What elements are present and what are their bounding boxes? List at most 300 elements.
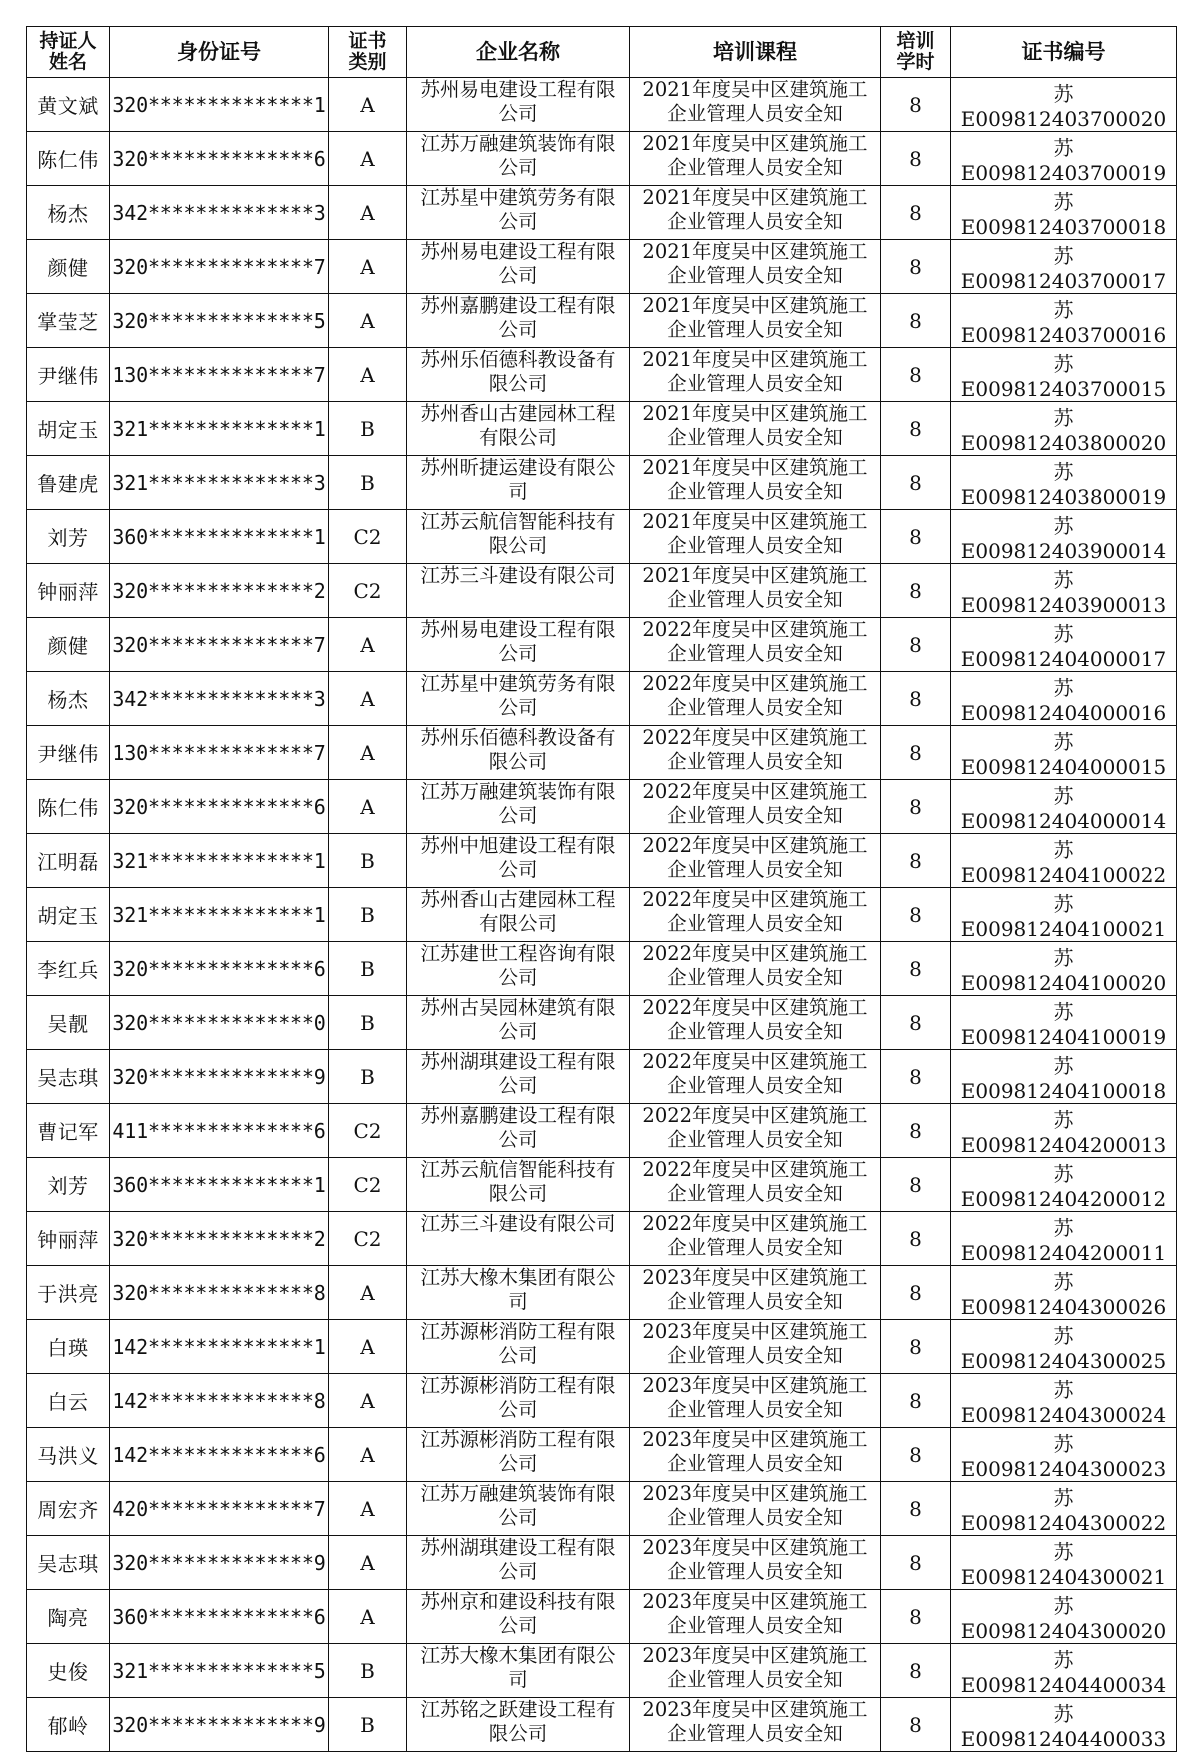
header-category-line-2: 类别	[348, 51, 387, 73]
table-row	[27, 1320, 1177, 1374]
header-hours-line-2: 学时	[896, 51, 935, 73]
table-row	[27, 780, 1177, 834]
cell-cert-no: 苏E009812403700016	[951, 294, 1177, 348]
cell-company-text: 苏州京和建设科技有限公司	[420, 1590, 616, 1637]
cell-name: 吴志琪	[27, 1050, 110, 1104]
cell-cert-no: 苏E009812404100021	[951, 888, 1177, 942]
cell-company-text: 江苏源彬消防工程有限公司	[420, 1320, 616, 1367]
cell-course	[630, 1158, 881, 1212]
cell-course	[630, 78, 881, 132]
cell-id-number: 321**************1	[110, 834, 329, 888]
cell-company-text: 江苏源彬消防工程有限公司	[420, 1374, 616, 1421]
cell-company	[407, 834, 630, 888]
cell-course	[630, 1266, 881, 1320]
cell-hours: 8	[881, 1428, 951, 1482]
cell-company-text: 江苏万融建筑装饰有限公司	[420, 132, 616, 179]
cell-name: 陶亮	[27, 1590, 110, 1644]
cell-category: B	[329, 1698, 407, 1752]
cell-cert-no: 苏E009812404100019	[951, 996, 1177, 1050]
cell-category: C2	[329, 1212, 407, 1266]
cell-name: 于洪亮	[27, 1266, 110, 1320]
cell-company-text: 江苏万融建筑装饰有限公司	[420, 780, 616, 827]
cell-course-text: 2021年度吴中区建筑施工企业管理人员安全知	[642, 132, 868, 179]
cell-cert-no: 苏E009812404300020	[951, 1590, 1177, 1644]
cell-course	[630, 888, 881, 942]
cell-id-number: 321**************3	[110, 456, 329, 510]
cell-name: 黄文斌	[27, 78, 110, 132]
cell-category: A	[329, 1428, 407, 1482]
cell-id-number: 320**************9	[110, 1536, 329, 1590]
cell-course-text: 2023年度吴中区建筑施工企业管理人员安全知	[642, 1698, 868, 1745]
cell-id-number: 411**************6	[110, 1104, 329, 1158]
cell-course	[630, 1050, 881, 1104]
cell-cert-no: 苏E009812403700018	[951, 186, 1177, 240]
cell-id-number: 320**************9	[110, 1050, 329, 1104]
cell-category: A	[329, 780, 407, 834]
table-row	[27, 1428, 1177, 1482]
cell-company-text: 江苏大橡木集团有限公司	[420, 1266, 616, 1313]
cell-company-text: 江苏云航信智能科技有限公司	[420, 1158, 616, 1205]
cell-course-text: 2022年度吴中区建筑施工企业管理人员安全知	[642, 942, 868, 989]
cell-course	[630, 1482, 881, 1536]
cell-course	[630, 1374, 881, 1428]
table-row	[27, 456, 1177, 510]
table-row	[27, 186, 1177, 240]
cell-course-text: 2022年度吴中区建筑施工企业管理人员安全知	[642, 888, 868, 935]
cell-id-number: 142**************8	[110, 1374, 329, 1428]
cell-company-text: 江苏铭之跃建设工程有限公司	[420, 1698, 616, 1745]
cell-cert-no: 苏E009812404300023	[951, 1428, 1177, 1482]
cell-cert-no: 苏E009812404200012	[951, 1158, 1177, 1212]
cell-id-number: 320**************0	[110, 996, 329, 1050]
cell-company-text: 江苏万融建筑装饰有限公司	[420, 1482, 616, 1529]
cell-course-text: 2021年度吴中区建筑施工企业管理人员安全知	[642, 186, 868, 233]
cell-course-text: 2022年度吴中区建筑施工企业管理人员安全知	[642, 672, 868, 719]
cell-course-text: 2021年度吴中区建筑施工企业管理人员安全知	[642, 564, 868, 611]
cell-company-text: 苏州嘉鹏建设工程有限公司	[420, 1104, 616, 1151]
cell-hours: 8	[881, 294, 951, 348]
cell-course	[630, 1320, 881, 1374]
cell-category: B	[329, 402, 407, 456]
cell-course	[630, 1590, 881, 1644]
cell-course	[630, 1536, 881, 1590]
certificate-table	[26, 26, 1177, 1752]
cell-name: 刘芳	[27, 510, 110, 564]
cell-hours: 8	[881, 240, 951, 294]
cell-company	[407, 996, 630, 1050]
cell-id-number: 360**************1	[110, 510, 329, 564]
cell-cert-no: 苏E009812404100022	[951, 834, 1177, 888]
cell-cert-no: 苏E009812404000015	[951, 726, 1177, 780]
table-row	[27, 1050, 1177, 1104]
cell-course	[630, 348, 881, 402]
cell-cert-no: 苏E009812404300024	[951, 1374, 1177, 1428]
cell-course	[630, 1212, 881, 1266]
cell-company	[407, 348, 630, 402]
cell-hours: 8	[881, 996, 951, 1050]
cell-id-number: 320**************7	[110, 618, 329, 672]
cell-course-text: 2022年度吴中区建筑施工企业管理人员安全知	[642, 780, 868, 827]
cell-name: 鲁建虎	[27, 456, 110, 510]
cell-hours: 8	[881, 1374, 951, 1428]
cell-course	[630, 510, 881, 564]
table-row	[27, 1536, 1177, 1590]
cell-cert-no: 苏E009812404100018	[951, 1050, 1177, 1104]
cell-hours: 8	[881, 1644, 951, 1698]
cell-id-number: 360**************6	[110, 1590, 329, 1644]
cell-cert-no: 苏E009812403700017	[951, 240, 1177, 294]
table-row	[27, 618, 1177, 672]
cell-id-number: 142**************1	[110, 1320, 329, 1374]
cell-cert-no: 苏E009812403900013	[951, 564, 1177, 618]
cell-name: 白瑛	[27, 1320, 110, 1374]
cell-hours: 8	[881, 726, 951, 780]
cell-category: C2	[329, 564, 407, 618]
cell-name: 胡定玉	[27, 888, 110, 942]
cell-company-text: 苏州湖琪建设工程有限公司	[420, 1536, 616, 1583]
cell-category: A	[329, 1590, 407, 1644]
cell-name: 马洪义	[27, 1428, 110, 1482]
cell-company	[407, 1482, 630, 1536]
cell-name: 周宏齐	[27, 1482, 110, 1536]
cell-company	[407, 564, 630, 618]
cell-company	[407, 1536, 630, 1590]
cell-name: 钟丽萍	[27, 1212, 110, 1266]
cell-company-text: 江苏源彬消防工程有限公司	[420, 1428, 616, 1475]
cell-hours: 8	[881, 510, 951, 564]
cell-course	[630, 726, 881, 780]
cell-hours: 8	[881, 1104, 951, 1158]
cell-name: 陈仁伟	[27, 132, 110, 186]
cell-id-number: 320**************9	[110, 1698, 329, 1752]
cell-course	[630, 1698, 881, 1752]
cell-course-text: 2023年度吴中区建筑施工企业管理人员安全知	[642, 1590, 868, 1637]
cell-name: 吴靓	[27, 996, 110, 1050]
cell-course-text: 2021年度吴中区建筑施工企业管理人员安全知	[642, 294, 868, 341]
cell-cert-no: 苏E009812404000014	[951, 780, 1177, 834]
table-row	[27, 1212, 1177, 1266]
cell-name: 吴志琪	[27, 1536, 110, 1590]
cell-id-number: 320**************5	[110, 294, 329, 348]
table-row	[27, 1104, 1177, 1158]
cell-company	[407, 1698, 630, 1752]
cell-category: A	[329, 1536, 407, 1590]
cell-company-text: 苏州易电建设工程有限公司	[420, 240, 616, 287]
cell-category: A	[329, 240, 407, 294]
cell-hours: 8	[881, 1698, 951, 1752]
cell-course-text: 2023年度吴中区建筑施工企业管理人员安全知	[642, 1536, 868, 1583]
cell-company	[407, 1104, 630, 1158]
cell-course	[630, 618, 881, 672]
cell-name: 尹继伟	[27, 726, 110, 780]
cell-company-text: 江苏大橡木集团有限公司	[420, 1644, 616, 1691]
cell-course-text: 2023年度吴中区建筑施工企业管理人员安全知	[642, 1374, 868, 1421]
cell-category: B	[329, 942, 407, 996]
cell-category: B	[329, 888, 407, 942]
cell-name: 颜健	[27, 240, 110, 294]
table-row	[27, 942, 1177, 996]
cell-cert-no: 苏E009812404300021	[951, 1536, 1177, 1590]
cell-category: A	[329, 348, 407, 402]
cell-name: 刘芳	[27, 1158, 110, 1212]
cell-course-text: 2022年度吴中区建筑施工企业管理人员安全知	[642, 726, 868, 773]
cell-id-number: 130**************7	[110, 726, 329, 780]
cell-company	[407, 942, 630, 996]
cell-hours: 8	[881, 1266, 951, 1320]
cell-name: 郁岭	[27, 1698, 110, 1752]
cell-category: A	[329, 672, 407, 726]
header-row	[27, 27, 1177, 78]
cell-hours: 8	[881, 834, 951, 888]
cell-company-text: 苏州易电建设工程有限公司	[420, 78, 616, 125]
cell-company	[407, 1374, 630, 1428]
cell-cert-no: 苏E009812403800019	[951, 456, 1177, 510]
cell-name: 白云	[27, 1374, 110, 1428]
cell-course	[630, 564, 881, 618]
cell-company-text: 苏州嘉鹏建设工程有限公司	[420, 294, 616, 341]
cell-cert-no: 苏E009812403700015	[951, 348, 1177, 402]
cell-cert-no: 苏E009812404300022	[951, 1482, 1177, 1536]
table-row	[27, 1644, 1177, 1698]
cell-category: A	[329, 1320, 407, 1374]
cell-company	[407, 1428, 630, 1482]
cell-cert-no: 苏E009812404400034	[951, 1644, 1177, 1698]
cell-cert-no: 苏E009812404200011	[951, 1212, 1177, 1266]
cell-id-number: 320**************7	[110, 240, 329, 294]
cell-course-text: 2023年度吴中区建筑施工企业管理人员安全知	[642, 1320, 868, 1367]
cell-id-number: 320**************1	[110, 78, 329, 132]
cell-category: C2	[329, 1158, 407, 1212]
cell-company	[407, 510, 630, 564]
table-row	[27, 402, 1177, 456]
header-name-line-2: 姓名	[48, 51, 87, 73]
cell-course-text: 2022年度吴中区建筑施工企业管理人员安全知	[642, 1104, 868, 1151]
cell-course	[630, 1428, 881, 1482]
cell-course-text: 2023年度吴中区建筑施工企业管理人员安全知	[642, 1644, 868, 1691]
cell-company	[407, 402, 630, 456]
cell-company	[407, 888, 630, 942]
cell-hours: 8	[881, 132, 951, 186]
cell-id-number: 321**************1	[110, 402, 329, 456]
cell-hours: 8	[881, 1212, 951, 1266]
cell-company-text: 江苏星中建筑劳务有限公司	[420, 186, 616, 233]
table-row	[27, 132, 1177, 186]
header-name	[27, 27, 110, 78]
cell-company-text: 苏州乐佰德科教设备有限公司	[420, 726, 616, 773]
table-row	[27, 294, 1177, 348]
cell-name: 江明磊	[27, 834, 110, 888]
table-row	[27, 1590, 1177, 1644]
cell-company-text: 江苏三斗建设有限公司	[420, 564, 616, 587]
cell-company-text: 苏州乐佰德科教设备有限公司	[420, 348, 616, 395]
cell-name: 陈仁伟	[27, 780, 110, 834]
table-row	[27, 1374, 1177, 1428]
cell-hours: 8	[881, 780, 951, 834]
cell-company	[407, 1590, 630, 1644]
cell-company	[407, 1212, 630, 1266]
cell-name: 钟丽萍	[27, 564, 110, 618]
cell-hours: 8	[881, 456, 951, 510]
cell-name: 杨杰	[27, 186, 110, 240]
cell-company-text: 苏州易电建设工程有限公司	[420, 618, 616, 665]
cell-company	[407, 1158, 630, 1212]
cell-cert-no: 苏E009812403800020	[951, 402, 1177, 456]
cell-cert-no: 苏E009812404300026	[951, 1266, 1177, 1320]
cell-company	[407, 618, 630, 672]
cell-company-text: 江苏三斗建设有限公司	[420, 1212, 616, 1235]
table-row	[27, 564, 1177, 618]
cell-category: A	[329, 78, 407, 132]
cell-id-number: 420**************7	[110, 1482, 329, 1536]
cell-course-text: 2022年度吴中区建筑施工企业管理人员安全知	[642, 1050, 868, 1097]
cell-course	[630, 1644, 881, 1698]
cell-company	[407, 726, 630, 780]
cell-course	[630, 132, 881, 186]
cell-company	[407, 186, 630, 240]
cell-course	[630, 996, 881, 1050]
cell-company	[407, 78, 630, 132]
header-category-line-1: 证书	[348, 30, 387, 52]
cell-course-text: 2022年度吴中区建筑施工企业管理人员安全知	[642, 996, 868, 1043]
cell-category: A	[329, 618, 407, 672]
cell-name: 史俊	[27, 1644, 110, 1698]
cell-course	[630, 672, 881, 726]
cell-category: A	[329, 1374, 407, 1428]
cell-company	[407, 1050, 630, 1104]
cell-name: 杨杰	[27, 672, 110, 726]
cell-course-text: 2022年度吴中区建筑施工企业管理人员安全知	[642, 1212, 868, 1259]
table-row	[27, 510, 1177, 564]
cell-id-number: 320**************2	[110, 1212, 329, 1266]
table-row	[27, 1698, 1177, 1752]
cell-company	[407, 132, 630, 186]
cell-company-text: 苏州昕捷运建设有限公司	[420, 456, 616, 503]
table-row	[27, 1158, 1177, 1212]
cell-course-text: 2021年度吴中区建筑施工企业管理人员安全知	[642, 78, 868, 125]
cell-id-number: 130**************7	[110, 348, 329, 402]
cell-course	[630, 1104, 881, 1158]
cell-id-number: 320**************6	[110, 132, 329, 186]
cell-id-number: 321**************5	[110, 1644, 329, 1698]
cell-hours: 8	[881, 1590, 951, 1644]
cell-id-number: 142**************6	[110, 1428, 329, 1482]
cell-id-number: 320**************6	[110, 780, 329, 834]
cell-hours: 8	[881, 402, 951, 456]
table-row	[27, 888, 1177, 942]
cell-id-number: 320**************8	[110, 1266, 329, 1320]
cell-category: A	[329, 1266, 407, 1320]
cell-course-text: 2022年度吴中区建筑施工企业管理人员安全知	[642, 618, 868, 665]
table-header	[27, 27, 1177, 78]
cell-cert-no: 苏E009812403900014	[951, 510, 1177, 564]
cell-company-text: 苏州香山古建园林工程有限公司	[420, 888, 616, 935]
cell-company	[407, 1266, 630, 1320]
cell-category: B	[329, 1644, 407, 1698]
cell-course-text: 2021年度吴中区建筑施工企业管理人员安全知	[642, 348, 868, 395]
header-cert-no: 证书编号	[951, 27, 1177, 78]
cell-company-text: 江苏云航信智能科技有限公司	[420, 510, 616, 557]
cell-category: A	[329, 1482, 407, 1536]
cell-cert-no: 苏E009812404100020	[951, 942, 1177, 996]
cell-course-text: 2021年度吴中区建筑施工企业管理人员安全知	[642, 510, 868, 557]
cell-hours: 8	[881, 888, 951, 942]
cell-category: C2	[329, 1104, 407, 1158]
cell-category: A	[329, 726, 407, 780]
header-category	[329, 27, 407, 78]
cell-hours: 8	[881, 564, 951, 618]
cell-company-text: 苏州香山古建园林工程有限公司	[420, 402, 616, 449]
cell-name: 李红兵	[27, 942, 110, 996]
cell-hours: 8	[881, 618, 951, 672]
cell-course	[630, 294, 881, 348]
cell-course	[630, 456, 881, 510]
cell-hours: 8	[881, 1320, 951, 1374]
table-row	[27, 672, 1177, 726]
table-row	[27, 1266, 1177, 1320]
table-row	[27, 726, 1177, 780]
cell-cert-no: 苏E009812404200013	[951, 1104, 1177, 1158]
cell-company-text: 江苏建世工程咨询有限公司	[420, 942, 616, 989]
cell-company	[407, 1644, 630, 1698]
cell-course-text: 2021年度吴中区建筑施工企业管理人员安全知	[642, 456, 868, 503]
cell-category: B	[329, 996, 407, 1050]
cell-hours: 8	[881, 672, 951, 726]
cell-course-text: 2021年度吴中区建筑施工企业管理人员安全知	[642, 240, 868, 287]
cell-cert-no: 苏E009812404000016	[951, 672, 1177, 726]
cell-id-number: 360**************1	[110, 1158, 329, 1212]
table-row	[27, 348, 1177, 402]
cell-cert-no: 苏E009812404000017	[951, 618, 1177, 672]
cell-category: B	[329, 834, 407, 888]
cell-course	[630, 942, 881, 996]
cell-hours: 8	[881, 78, 951, 132]
cell-category: B	[329, 1050, 407, 1104]
cell-course	[630, 402, 881, 456]
cell-id-number: 342**************3	[110, 186, 329, 240]
cell-course	[630, 834, 881, 888]
table-row	[27, 240, 1177, 294]
cell-category: B	[329, 456, 407, 510]
cell-course-text: 2021年度吴中区建筑施工企业管理人员安全知	[642, 402, 868, 449]
cell-course-text: 2022年度吴中区建筑施工企业管理人员安全知	[642, 834, 868, 881]
table-row	[27, 78, 1177, 132]
cell-course-text: 2023年度吴中区建筑施工企业管理人员安全知	[642, 1266, 868, 1313]
cell-company-text: 苏州湖琪建设工程有限公司	[420, 1050, 616, 1097]
header-hours-line-1: 培训	[896, 30, 935, 52]
cell-cert-no: 苏E009812404300025	[951, 1320, 1177, 1374]
cell-cert-no: 苏E009812403700019	[951, 132, 1177, 186]
cell-name: 曹记军	[27, 1104, 110, 1158]
cell-name: 胡定玉	[27, 402, 110, 456]
cell-company	[407, 240, 630, 294]
cell-cert-no: 苏E009812403700020	[951, 78, 1177, 132]
table-row	[27, 1482, 1177, 1536]
cell-cert-no: 苏E009812404400033	[951, 1698, 1177, 1752]
cell-course	[630, 780, 881, 834]
cell-company	[407, 780, 630, 834]
table-row	[27, 834, 1177, 888]
cell-company-text: 苏州中旭建设工程有限公司	[420, 834, 616, 881]
header-company: 企业名称	[407, 27, 630, 78]
cell-company-text: 苏州古吴园林建筑有限公司	[420, 996, 616, 1043]
cell-course-text: 2022年度吴中区建筑施工企业管理人员安全知	[642, 1158, 868, 1205]
cell-id-number: 321**************1	[110, 888, 329, 942]
table-row	[27, 996, 1177, 1050]
cell-name: 掌莹芝	[27, 294, 110, 348]
cell-course-text: 2023年度吴中区建筑施工企业管理人员安全知	[642, 1482, 868, 1529]
table-body	[27, 78, 1177, 1752]
cell-company	[407, 1320, 630, 1374]
